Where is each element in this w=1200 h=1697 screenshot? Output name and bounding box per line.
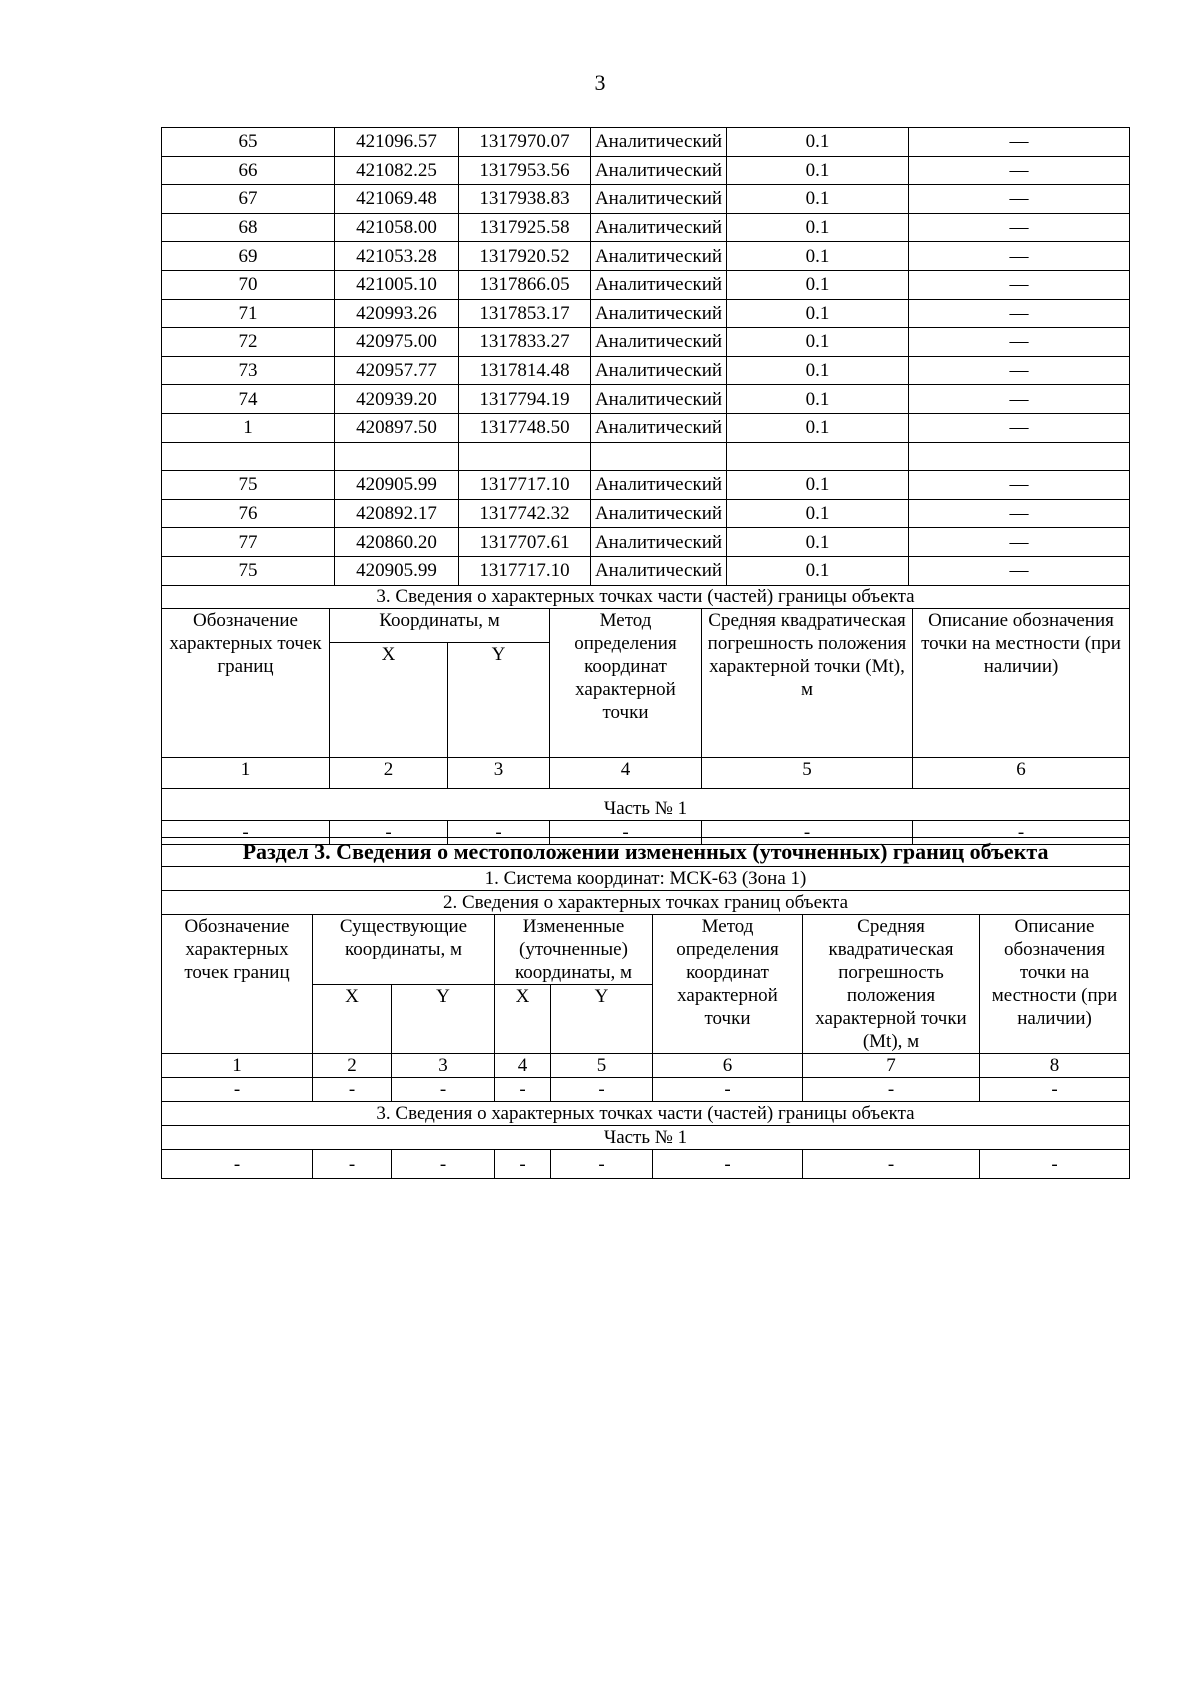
- description: —: [909, 299, 1130, 328]
- x-coordinate: 420975.00: [335, 328, 459, 357]
- y-coordinate: 1317748.50: [459, 413, 591, 442]
- y-coordinate: 1317970.07: [459, 128, 591, 157]
- table-row: [162, 556, 1130, 585]
- y-coordinate: 1317833.27: [459, 328, 591, 357]
- empty-cell: -: [162, 821, 330, 845]
- column-number: 3: [448, 758, 550, 789]
- method: Аналитический: [591, 156, 727, 185]
- s3-header-method: Метод определения координат характерной точки: [653, 915, 803, 1054]
- column-number: 1: [162, 758, 330, 789]
- y-coordinate: 1317794.19: [459, 385, 591, 414]
- empty-cell: -: [653, 1150, 803, 1179]
- section3-parts-heading: 3. Сведения о характерных точках части (частей) границы объекта: [162, 1102, 1130, 1126]
- empty-cell: -: [448, 821, 550, 845]
- table-row: [162, 270, 1130, 299]
- accuracy: 0.1: [727, 156, 909, 185]
- accuracy: 0.1: [727, 299, 909, 328]
- section2-parts-table: [161, 585, 1130, 845]
- section3-points-heading: 2. Сведения о характерных точках границ объекта: [162, 891, 1130, 915]
- description: —: [909, 242, 1130, 271]
- table-row: [162, 499, 1130, 528]
- x-coordinate: 420993.26: [335, 299, 459, 328]
- header-accuracy: Средняя квадратическая погрешность положения характерной точки (Mt), м: [702, 609, 913, 758]
- accuracy: 0.1: [727, 356, 909, 385]
- s3-part-label: Часть № 1: [162, 1126, 1130, 1150]
- header-description: Описание обозначения точки на местности (при наличии): [913, 609, 1130, 758]
- point-number: 66: [162, 156, 335, 185]
- empty-cell: -: [702, 821, 913, 845]
- empty-cell: -: [392, 1078, 495, 1102]
- description: —: [909, 413, 1130, 442]
- description: [909, 442, 1130, 471]
- table-row: [162, 471, 1130, 500]
- column-number: 5: [702, 758, 913, 789]
- column-number: 6: [913, 758, 1130, 789]
- description: —: [909, 185, 1130, 214]
- point-number: 1: [162, 413, 335, 442]
- accuracy: 0.1: [727, 471, 909, 500]
- description: —: [909, 156, 1130, 185]
- method: Аналитический: [591, 356, 727, 385]
- column-number: 4: [495, 1054, 551, 1078]
- method: Аналитический: [591, 413, 727, 442]
- empty-cell: -: [313, 1078, 392, 1102]
- point-number: 70: [162, 270, 335, 299]
- table-row: [162, 128, 1130, 157]
- table-row: [162, 213, 1130, 242]
- table-row: [162, 385, 1130, 414]
- y-coordinate: 1317920.52: [459, 242, 591, 271]
- x-coordinate: 420892.17: [335, 499, 459, 528]
- point-number: 65: [162, 128, 335, 157]
- table-row: [162, 413, 1130, 442]
- y-coordinate: 1317866.05: [459, 270, 591, 299]
- description: —: [909, 528, 1130, 557]
- method: Аналитический: [591, 185, 727, 214]
- empty-cell: -: [980, 1078, 1130, 1102]
- section3-title: Раздел 3. Сведения о местоположении измененных (уточненных) границ объекта: [162, 838, 1130, 867]
- x-coordinate: 421058.00: [335, 213, 459, 242]
- y-coordinate: 1317742.32: [459, 499, 591, 528]
- empty-cell: -: [551, 1078, 653, 1102]
- empty-cell: -: [803, 1150, 980, 1179]
- column-number: 1: [162, 1054, 313, 1078]
- point-number: [162, 442, 335, 471]
- description: —: [909, 471, 1130, 500]
- column-number: 2: [313, 1054, 392, 1078]
- x-coordinate: 420897.50: [335, 413, 459, 442]
- point-number: 69: [162, 242, 335, 271]
- empty-cell: -: [313, 1150, 392, 1179]
- empty-cell: -: [392, 1150, 495, 1179]
- empty-cell: -: [495, 1150, 551, 1179]
- x-coordinate: 420905.99: [335, 471, 459, 500]
- x-coordinate: 420939.20: [335, 385, 459, 414]
- empty-cell: -: [162, 1150, 313, 1179]
- point-number: 76: [162, 499, 335, 528]
- part-label: Часть № 1: [162, 797, 1130, 821]
- empty-cell: -: [551, 1150, 653, 1179]
- accuracy: 0.1: [727, 385, 909, 414]
- y-coordinate: 1317814.48: [459, 356, 591, 385]
- s3-header-changed: Измененные (уточненные) координаты, м: [495, 915, 653, 985]
- column-number: 6: [653, 1054, 803, 1078]
- method: Аналитический: [591, 385, 727, 414]
- point-number: 77: [162, 528, 335, 557]
- empty-cell: -: [913, 821, 1130, 845]
- method: Аналитический: [591, 528, 727, 557]
- x-coordinate: 420905.99: [335, 556, 459, 585]
- x-coordinate: 421069.48: [335, 185, 459, 214]
- table-row: [162, 328, 1130, 357]
- y-coordinate: 1317707.61: [459, 528, 591, 557]
- accuracy: 0.1: [727, 270, 909, 299]
- column-number: 4: [550, 758, 702, 789]
- x-coordinate: 420957.77: [335, 356, 459, 385]
- description: —: [909, 556, 1130, 585]
- accuracy: 0.1: [727, 556, 909, 585]
- method: [591, 442, 727, 471]
- section2-parts-heading: 3. Сведения о характерных точках части (частей) границы объекта: [162, 586, 1130, 609]
- s3-header-y2: Y: [551, 985, 653, 1054]
- y-coordinate: 1317717.10: [459, 471, 591, 500]
- method: Аналитический: [591, 128, 727, 157]
- s3-header-designation: Обозначение характерных точек границ: [162, 915, 313, 1054]
- table-row: [162, 528, 1130, 557]
- empty-cell: -: [162, 1078, 313, 1102]
- points-table: [161, 127, 1130, 586]
- method: Аналитический: [591, 213, 727, 242]
- y-coordinate: 1317938.83: [459, 185, 591, 214]
- header-method: Метод определения координат характерной точки: [550, 609, 702, 758]
- x-coordinate: 421096.57: [335, 128, 459, 157]
- y-coordinate: [459, 442, 591, 471]
- y-coordinate: 1317925.58: [459, 213, 591, 242]
- method: Аналитический: [591, 270, 727, 299]
- point-number: 67: [162, 185, 335, 214]
- method: Аналитический: [591, 328, 727, 357]
- coord-system: 1. Система координат: МСК-63 (Зона 1): [162, 867, 1130, 891]
- description: —: [909, 499, 1130, 528]
- empty-cell: -: [330, 821, 448, 845]
- table-row: [162, 299, 1130, 328]
- s3-header-x2: X: [495, 985, 551, 1054]
- empty-cell: -: [550, 821, 702, 845]
- table-row: [162, 156, 1130, 185]
- empty-cell: -: [803, 1078, 980, 1102]
- point-number: 71: [162, 299, 335, 328]
- accuracy: [727, 442, 909, 471]
- column-number: 5: [551, 1054, 653, 1078]
- point-number: 72: [162, 328, 335, 357]
- accuracy: 0.1: [727, 242, 909, 271]
- y-coordinate: 1317953.56: [459, 156, 591, 185]
- method: Аналитический: [591, 242, 727, 271]
- accuracy: 0.1: [727, 499, 909, 528]
- x-coordinate: 421082.25: [335, 156, 459, 185]
- description: —: [909, 128, 1130, 157]
- x-coordinate: [335, 442, 459, 471]
- empty-cell: -: [653, 1078, 803, 1102]
- description: —: [909, 213, 1130, 242]
- table-row: [162, 356, 1130, 385]
- table-row: [162, 442, 1130, 471]
- column-number: 7: [803, 1054, 980, 1078]
- empty-cell: -: [495, 1078, 551, 1102]
- header-coordinates: Координаты, м: [330, 609, 550, 643]
- section3-table: [161, 837, 1130, 1179]
- method: Аналитический: [591, 499, 727, 528]
- table-row: [162, 242, 1130, 271]
- s3-header-existing: Существующие координаты, м: [313, 915, 495, 985]
- column-number: 3: [392, 1054, 495, 1078]
- s3-header-accuracy: Средняя квадратическая погрешность положения характерной точки (Mt), м: [803, 915, 980, 1054]
- description: —: [909, 270, 1130, 299]
- point-number: 73: [162, 356, 335, 385]
- header-y: Y: [448, 643, 550, 758]
- s3-header-y1: Y: [392, 985, 495, 1054]
- y-coordinate: 1317717.10: [459, 556, 591, 585]
- s3-header-x1: X: [313, 985, 392, 1054]
- x-coordinate: 420860.20: [335, 528, 459, 557]
- x-coordinate: 421005.10: [335, 270, 459, 299]
- y-coordinate: 1317853.17: [459, 299, 591, 328]
- description: —: [909, 328, 1130, 357]
- column-number: 8: [980, 1054, 1130, 1078]
- point-number: 75: [162, 556, 335, 585]
- accuracy: 0.1: [727, 185, 909, 214]
- method: Аналитический: [591, 471, 727, 500]
- method: Аналитический: [591, 299, 727, 328]
- accuracy: 0.1: [727, 413, 909, 442]
- header-designation: Обозначение характерных точек границ: [162, 609, 330, 758]
- page-number: 3: [594, 70, 606, 95]
- x-coordinate: 421053.28: [335, 242, 459, 271]
- header-x: X: [330, 643, 448, 758]
- point-number: 75: [162, 471, 335, 500]
- description: —: [909, 356, 1130, 385]
- description: —: [909, 385, 1130, 414]
- accuracy: 0.1: [727, 128, 909, 157]
- point-number: 74: [162, 385, 335, 414]
- accuracy: 0.1: [727, 328, 909, 357]
- point-number: 68: [162, 213, 335, 242]
- method: Аналитический: [591, 556, 727, 585]
- column-number: 2: [330, 758, 448, 789]
- empty-cell: -: [980, 1150, 1130, 1179]
- table-row: [162, 185, 1130, 214]
- accuracy: 0.1: [727, 213, 909, 242]
- s3-header-description: Описание обозначения точки на местности (при наличии): [980, 915, 1130, 1054]
- accuracy: 0.1: [727, 528, 909, 557]
